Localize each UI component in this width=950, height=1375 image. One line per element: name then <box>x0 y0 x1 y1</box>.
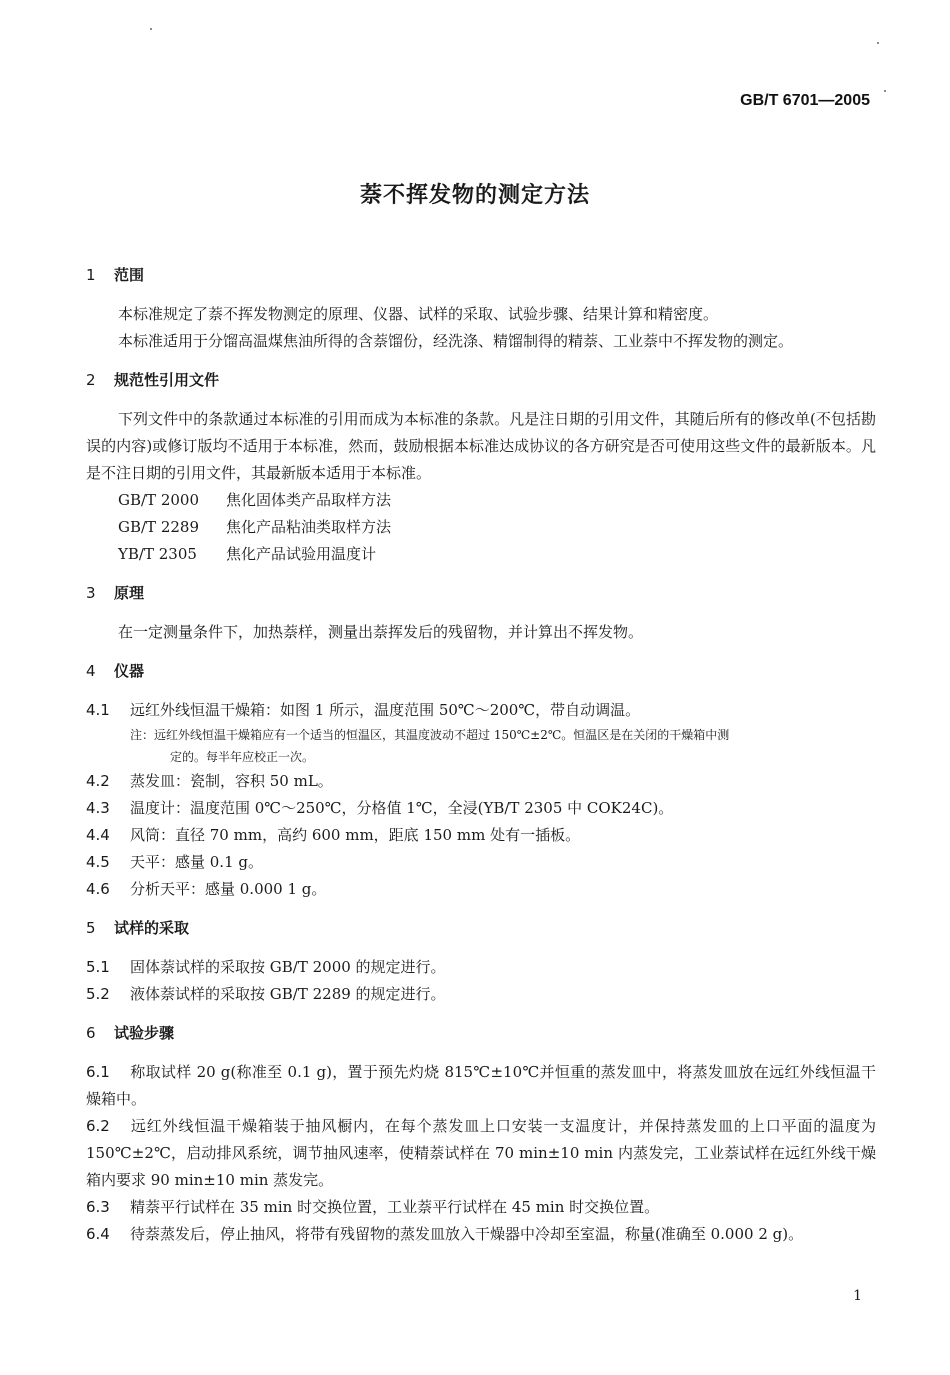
section-heading-principle <box>86 580 876 607</box>
section-heading-scope <box>86 262 876 289</box>
section-number: 1 <box>86 266 96 284</box>
clause-item <box>86 697 876 724</box>
reference-title: 焦化产品试验用温度计 <box>226 545 377 563</box>
scan-speck <box>884 90 886 92</box>
note-line: 注：远红外线恒温干燥箱应有一个适当的恒温区，其温度波动不超过 150℃±2℃。恒温区是在关闭的干燥箱中测 <box>130 728 730 742</box>
clause-item <box>86 1113 876 1194</box>
clause-text: 温度计：温度范围 0℃～250℃，分格值 1℃，全浸(YB/T 2305 中 COK24C)。 <box>130 799 674 817</box>
clause-number: 5.2 <box>86 985 110 1003</box>
clause-number: 6.4 <box>86 1225 110 1243</box>
clause-number: 4.5 <box>86 853 110 871</box>
scan-speck <box>150 28 152 30</box>
section-number: 6 <box>86 1024 96 1042</box>
paragraph: 在一定测量条件下，加热萘样，测量出萘挥发后的残留物，并计算出不挥发物。 <box>118 623 644 641</box>
clause-item <box>86 1194 876 1221</box>
section-title: 仪器 <box>114 662 145 680</box>
page-title: 萘不挥发物的测定方法 <box>359 183 590 208</box>
clause-text: 蒸发皿：瓷制，容积 50 mL。 <box>130 772 333 790</box>
clause-number: 4.3 <box>86 799 110 817</box>
reference-item <box>86 487 876 514</box>
clause-item <box>86 822 876 849</box>
clause-number: 4.4 <box>86 826 110 844</box>
standard-code: GB/T 6701—2005 <box>740 92 870 109</box>
clause-text: 分析天平：感量 0.000 1 g。 <box>130 880 327 898</box>
clause-text: 称取试样 20 g(称准至 0.1 g)，置于预先灼烧 815℃±10℃并恒重的蒸发皿中，将蒸发皿放在远红外线恒温干燥箱中。 <box>86 1063 876 1108</box>
clause-text: 天平：感量 0.1 g。 <box>130 853 263 871</box>
note <box>86 724 876 768</box>
section-number: 3 <box>86 584 96 602</box>
page-number: 1 <box>853 1288 862 1304</box>
clause-item <box>86 1221 876 1248</box>
clause-number: 6.2 <box>86 1117 110 1135</box>
section-title: 规范性引用文件 <box>114 371 220 389</box>
clause-text: 远红外线恒温干燥箱装于抽风橱内，在每个蒸发皿上口安装一支温度计，并保持蒸发皿的上口平面的温度为 150℃±2℃，启动排风系统，调节抽风速率，使精萘试样在 70 min±10 min 内蒸发完，工业萘试样在远红外线干燥箱内要求 90 min±10 min 蒸发完。 <box>86 1117 876 1189</box>
clause-number: 5.1 <box>86 958 110 976</box>
clause-number: 6.3 <box>86 1198 110 1216</box>
clause-item <box>86 768 876 795</box>
scan-speck <box>877 42 879 44</box>
section-heading-sampling <box>86 915 876 942</box>
reference-title: 焦化固体类产品取样方法 <box>226 491 392 509</box>
clause-text: 精萘平行试样在 35 min 时交换位置，工业萘平行试样在 45 min 时交换位置。 <box>130 1198 660 1216</box>
section-number: 2 <box>86 371 96 389</box>
document-body <box>86 262 876 1248</box>
paragraph: 本标准适用于分馏高温煤焦油所得的含萘馏份，经洗涤、精馏制得的精萘、工业萘中不挥发物的测定。 <box>118 332 794 350</box>
clause-text: 固体萘试样的采取按 GB/T 2000 的规定进行。 <box>130 958 446 976</box>
clause-number: 4.6 <box>86 880 110 898</box>
reference-code: GB/T 2000 <box>118 491 200 509</box>
clause-item <box>86 1059 876 1113</box>
clause-item <box>86 876 876 903</box>
section-heading-procedure <box>86 1020 876 1047</box>
section-heading-normative-references <box>86 367 876 394</box>
reference-item <box>86 541 876 568</box>
reference-title: 焦化产品粘油类取样方法 <box>226 518 392 536</box>
clause-text: 远红外线恒温干燥箱：如图 1 所示，温度范围 50℃～200℃，带自动调温。 <box>130 701 641 719</box>
paragraph: 下列文件中的条款通过本标准的引用而成为本标准的条款。凡是注日期的引用文件，其随后所有的修改单(不包括勘误的内容)或修订版均不适用于本标准，然而，鼓励根据本标准达成协议的各方研究是否可使用这些文件的最新版本。凡是不注日期的引用文件，其最新版本适用于本标准。 <box>86 410 876 482</box>
note-line: 定的。每半年应校正一次。 <box>170 750 315 764</box>
reference-code: YB/T 2305 <box>118 545 197 563</box>
clause-number: 4.2 <box>86 772 110 790</box>
clause-text: 待萘蒸发后，停止抽风，将带有残留物的蒸发皿放入干燥器中冷却至室温，称量(准确至 0.000 2 g)。 <box>130 1225 804 1243</box>
section-title: 试样的采取 <box>114 919 190 937</box>
section-title: 范围 <box>114 266 145 284</box>
section-number: 5 <box>86 919 96 937</box>
section-number: 4 <box>86 662 96 680</box>
clause-item <box>86 981 876 1008</box>
paragraph: 本标准规定了萘不挥发物测定的原理、仪器、试样的采取、试验步骤、结果计算和精密度。 <box>118 305 719 323</box>
clause-text: 液体萘试样的采取按 GB/T 2289 的规定进行。 <box>130 985 446 1003</box>
section-title: 原理 <box>114 584 145 602</box>
reference-item <box>86 514 876 541</box>
clause-number: 4.1 <box>86 701 110 719</box>
section-heading-apparatus <box>86 658 876 685</box>
clause-item <box>86 795 876 822</box>
clause-item <box>86 849 876 876</box>
reference-code: GB/T 2289 <box>118 518 200 536</box>
clause-text: 风筒：直径 70 mm，高约 600 mm，距底 150 mm 处有一插板。 <box>130 826 581 844</box>
clause-item <box>86 954 876 981</box>
clause-number: 6.1 <box>86 1063 110 1081</box>
section-title: 试验步骤 <box>114 1024 175 1042</box>
